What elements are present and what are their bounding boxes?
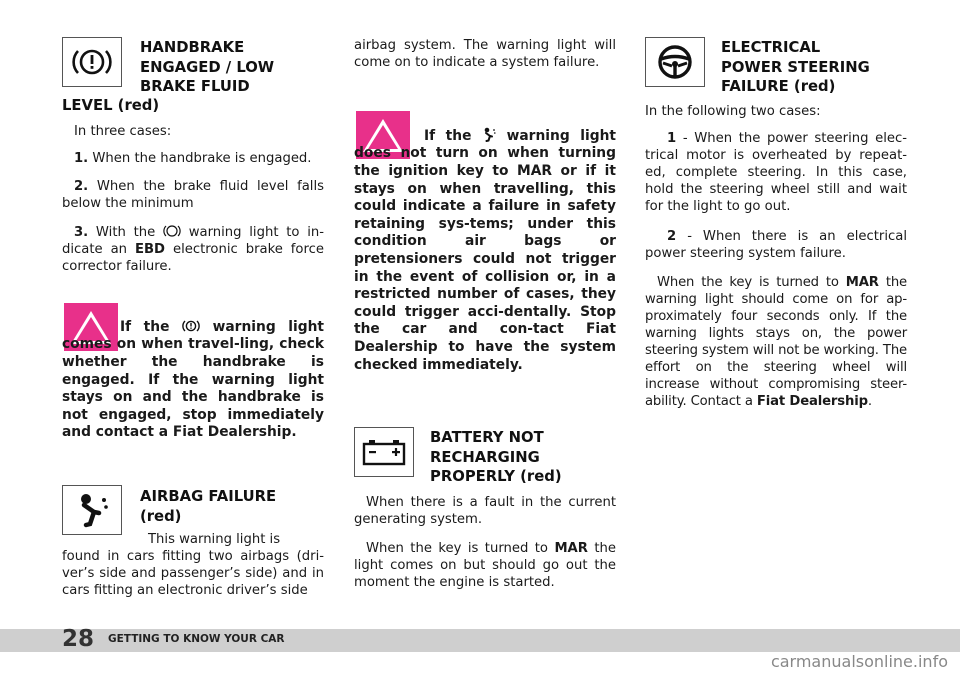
steering-para: When the key is turned to MAR the warning light should come on for ap-proximately four seconds only. If the warning lights stays on, the power steering system will not be working. The effort on the steering wheel will increase without compromising steer-ability. Contact a Fiat Dealership. <box>645 275 908 409</box>
section-title: GETTING TO KNOW YOUR CAR <box>108 633 285 645</box>
steering-wheel-icon <box>655 42 695 82</box>
handbrake-heading-tail: LEVEL (red) <box>62 97 160 114</box>
page-number: 28 <box>62 626 95 652</box>
steering-heading: ELECTRICAL POWER STEERING FAILURE (red) <box>721 39 870 95</box>
abs-icon <box>163 224 181 238</box>
handbrake-intro: In three cases: <box>74 124 172 139</box>
handbrake-heading: HANDBRAKE ENGAGED / LOW BRAKE FLUID <box>140 39 275 95</box>
warning-2-text: If the warning light does not turn on when turning the ignition key to MAR or if it stays on when travelling, this could indicate a failure in safety retaining sys-tems; under this condition air bags or pretensioners could not trigger in the event of collision or, in a restricted number of cases, they could trigger acci-dentally. Stop the car and con-tact Fiat Dealership to have the system checked immediately. <box>354 127 617 373</box>
battery-para-2: When the key is turned to MAR the light comes on but should go out the moment the engine is started. <box>354 541 616 590</box>
airbag-heading: AIRBAG FAILURE (red) <box>140 488 277 525</box>
battery-icon <box>361 437 407 467</box>
steering-icon-box <box>645 37 705 87</box>
battery-heading: BATTERY NOT RECHARGING PROPERLY (red) <box>430 429 562 485</box>
airbag-text-first: This warning light is <box>148 532 281 547</box>
handbrake-item-2: 2. When the brake fluid level falls below the minimum <box>62 179 324 211</box>
brake-warning-icon <box>70 44 114 80</box>
airbag-continuation: airbag system. The warning light will come on to indicate a system failure. <box>354 38 616 70</box>
brake-warning-inline-icon <box>182 319 200 333</box>
warning-1-text: If the warning light comes on when travel-ling, check whether the handbrake is engaged. If the warning light stays on and the handbrake is not engaged, stop immediately and contact a Fiat Dealership. <box>62 318 325 441</box>
airbag-icon <box>72 490 112 530</box>
airbag-inline-icon <box>482 127 496 142</box>
handbrake-item-1: 1. When the handbrake is engaged. <box>74 151 312 166</box>
steering-item-1: 1 - When the power steering elec-trical motor is overheated by repeat-ed, complete steering. In this case, hold the steering wheel still and wait for the light to go out. <box>645 131 907 214</box>
brake-warning-icon-box <box>62 37 122 87</box>
steering-item-2: 2 - When there is an electrical power steering system failure. <box>645 229 908 261</box>
airbag-icon-box <box>62 485 122 535</box>
steering-intro: In the following two cases: <box>645 104 821 119</box>
battery-icon-box <box>354 427 414 477</box>
battery-para-1: When there is a fault in the current generating system. <box>354 495 616 527</box>
airbag-text-rest: found in cars fitting two airbags (dri-ver’s side and passenger’s side) and in cars fitting an electronic driver’s side <box>62 549 324 598</box>
handbrake-item-3: 3. With the warning light to in-dicate an EBD electronic brake force corrector failure. <box>62 225 324 274</box>
watermark: carmanualsonline.info <box>770 652 948 671</box>
